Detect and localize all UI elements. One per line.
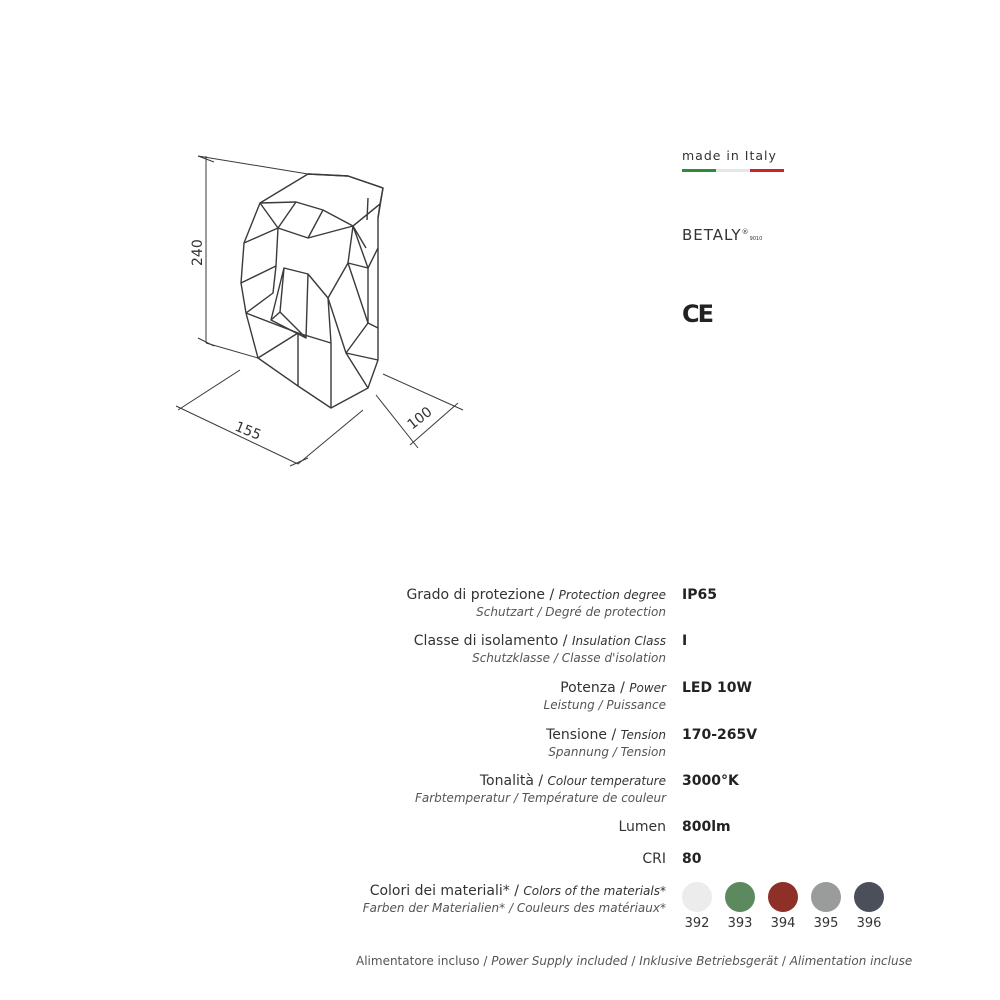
color-dot <box>768 882 798 912</box>
spec-value: 3000°K <box>682 773 739 789</box>
stone-outline <box>241 174 383 408</box>
color-code: 393 <box>727 916 753 931</box>
spec-value: 80 <box>682 851 702 867</box>
color-swatch <box>725 882 755 931</box>
spec-value: IP65 <box>682 587 717 603</box>
ce-mark-icon: CE <box>682 300 713 328</box>
spec-label: Grado di protezione / Protection degree Schutzart / Degré de protection <box>406 587 666 619</box>
spec-label: CRI <box>642 851 666 867</box>
spec-value: LED 10W <box>682 680 752 696</box>
materials-label: Colori dei materiali* / Colors of the materials* Farben der Materialien* / Couleurs des matériaux* <box>362 883 666 915</box>
product-technical-drawing <box>168 148 468 468</box>
color-swatch <box>811 882 841 931</box>
color-code: 392 <box>684 916 710 931</box>
color-dot <box>725 882 755 912</box>
color-swatch <box>854 882 884 931</box>
color-swatches <box>682 882 884 931</box>
dim-width: 155 <box>232 418 264 444</box>
color-code: 395 <box>813 916 839 931</box>
made-in-italy-text: made in Italy <box>682 148 777 163</box>
spec-value: 170-265V <box>682 727 758 743</box>
betaly-logo: BETALY®9010 <box>682 226 763 244</box>
color-dot <box>811 882 841 912</box>
footer-note: Alimentatore incluso / Power Supply included / Inklusive Betriebsgerät / Alimentation incluse <box>356 954 913 968</box>
spec-label: Tensione / Tension Spannung / Tension <box>546 727 666 759</box>
spec-label: Tonalità / Colour temperature Farbtemperatur / Température de couleur <box>414 773 666 805</box>
color-code: 394 <box>770 916 796 931</box>
spec-label: Potenza / Power Leistung / Puissance <box>543 680 666 712</box>
spec-value: 800lm <box>682 819 731 835</box>
spec-label: Lumen <box>618 819 666 835</box>
dim-depth: 100 <box>404 404 436 434</box>
made-in-italy-block <box>682 148 792 172</box>
color-code: 396 <box>856 916 882 931</box>
dim-height: 240 <box>190 239 206 266</box>
color-dot <box>682 882 712 912</box>
color-swatch <box>682 882 712 931</box>
spec-label: Classe di isolamento / Insulation Class Schutzklasse / Classe d'isolation <box>413 633 666 665</box>
color-dot <box>854 882 884 912</box>
color-swatch <box>768 882 798 931</box>
light-window <box>271 268 308 338</box>
spec-value: I <box>682 633 688 649</box>
italian-flag-stripe <box>682 169 784 172</box>
